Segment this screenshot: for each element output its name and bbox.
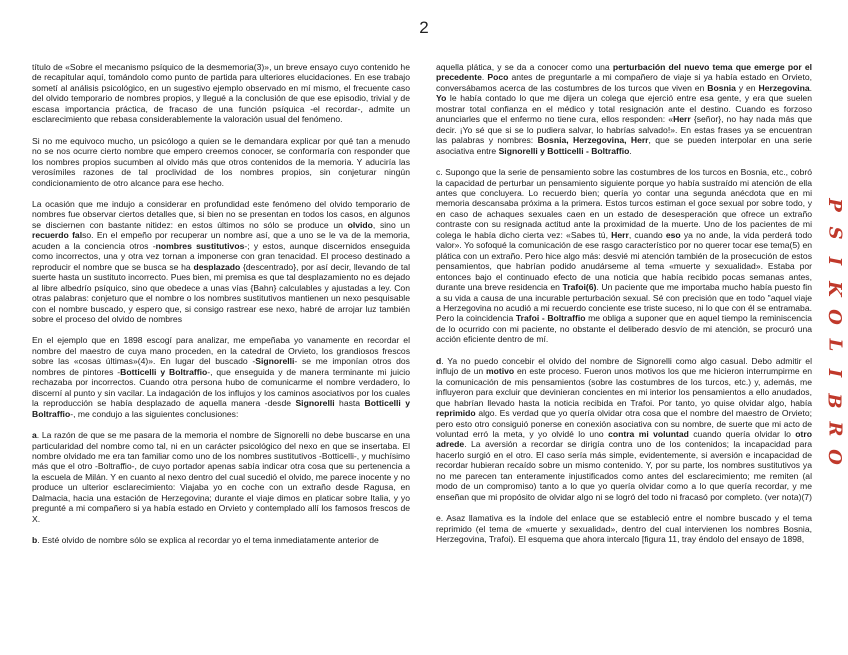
text-run: hasta [334, 398, 365, 409]
text-run: La ocasión que me indujo a considerar en profundidad este fenómeno del olvido temporario de nombres fue observar ciertos detalles que, si bien no se presentan en todos los casos, en algunos se disciernen con bastante nitidez: en estos últimos no sólo se produce un [32, 198, 410, 230]
text-run: algo. Es verdad que yo quería olvidar otra cosa que el nombre del maestro de Orvieto; pero esto otro consiguió ponerse en conexión asociativa con su nombre, de suerte que mi acto de voluntad erró la meta, y yo olvidé lo uno [436, 408, 812, 439]
logo-letter: R [824, 421, 845, 437]
text-run: título de «Sobre el mecanismo psíquico de la desmemoria(3)», un breve ensayo cuyo contenido he de recapitular aquí, tomándolo como punto de partida para ulteriores elucidaciones. En ese trabajo sometí al análisis psicológico, en un sugestivo ejemplo observado en mí mismo, el frecuente caso del olvido temporario de nombres propios, y llegué a la conclusión de que ese episodio, trivial y de escasa importancia práctica, de fracaso de una función psíquica -el recordar-, admite un esclarecimiento que rebasa considerablemente la valoración usual del fenómeno. [32, 62, 410, 125]
left-text-column [32, 62, 410, 557]
emphasized-text: Herr [673, 114, 691, 125]
logo-letter: K [824, 281, 845, 297]
emphasized-text: Bosnia [707, 82, 736, 93]
emphasized-text: Botticelli y Boltraffio [32, 398, 410, 419]
emphasized-text: a [32, 430, 37, 441]
logo-letter: S [824, 226, 845, 240]
text-run: . La razón de que se me pasara de la memoria el nombre de Signorelli no debe buscarse en una particularidad del nombre como tal, ni en un carácter psicológico del nexo en que se insertaba. El nombre olvidado me era tan familiar como uno de los nombres sustitutivos -Botticelli-, y muchísimo más que el otro -Boltraffio-, de cuyo portador apenas sabía indicar otra cosa que su pertenencia a la escuela de Milán. Y en cuanto al nexo dentro del cual sucedió el olvido, me parece inocente y no produce un ulterior esclarecimiento: Viajaba yo en coche con un extraño desde Ragusa, en Dalmacia, hacia una estación de Herzegovina; durante el viaje dimos en platicar sobre Italia, y yo pregunté a mi compañero si ya había estado en Orvieto y contemplado allí los famosos frescos de X. [32, 430, 410, 524]
text-run: -, me condujo a las siguientes conclusiones: [70, 408, 239, 419]
text-run: . [809, 82, 812, 93]
paragraph [32, 430, 410, 524]
emphasized-text: Trafoi - Boltraffio [515, 313, 586, 324]
text-run: -; y estos, aunque discernidos enseguida como incorrectos, una y otra vez tornan a imponerse con gran tenacidad. El proceso destinado a reproducir el nombre que se busca se ha [32, 240, 410, 272]
emphasized-text: olvido [347, 219, 373, 230]
logo-letter: B [824, 393, 845, 409]
logo-letter: P [823, 198, 845, 212]
emphasized-text: Herr [611, 229, 629, 240]
text-run: en este proceso. Fueron unos motivos los que me hicieron interrumpirme en la comunicación de mis pensamientos (sobre las costumbres de los turcos, etc.) y, además, me influyeron para excluir que devinieran concientes en mi interior los pensamientos a ello anudados, que habrían llevado hasta la noticia recibida en Trafoi. Por tanto, yo quise olvidar algo, había [436, 366, 813, 408]
text-run: cuando quería olvidar lo [688, 428, 796, 439]
emphasized-text: otro adrede [436, 428, 812, 450]
emphasized-text: perturbación del nuevo tema que emerge por el precedente [436, 62, 812, 83]
paragraph [436, 356, 812, 502]
emphasized-text: Signorelli [295, 398, 335, 409]
text-run: c. Supongo que la serie de pensamiento sobre las costumbres de los turcos en Bosnia, etc., cobró la capacidad de perturbar un pensamiento siguiente porque yo había sustraído mi atención de ella antes que concluyera. Lo recuerdo bien; quería yo contar una segunda anécdota que en mi memoria descansaba próxima a la primera. Estos turcos estiman el goce sexual por sobre todo, y en caso de achaques sexuales caen en un estado de desesperación que ofrece un extraño contraste con su resignada actitud ante la proximidad de la muerte. Uno de los pacientes de mi colega le había dicho cierta vez: «Sabes tú, [436, 167, 812, 240]
text-run: . [629, 145, 632, 156]
paragraph [32, 62, 410, 125]
paragraph [436, 167, 812, 345]
emphasized-text: motivo [486, 366, 515, 377]
logo-letter: L [824, 338, 845, 352]
text-run: {descentrado}, por así decir, llevando de tal suerte hasta un sustituto incorrecto. Pues bien, mi premisa es que tal desplazamiento no es dejado al libre albedrío psíquico, sino que obedece a unas vías {Bahn} calculables y ajustadas a ley. Con otras palabras: conjeturo que el nombre o los nombres sustitutivos mantienen un nexo pesquisable con el nombre buscado, y espero que, si consigo rastrear ese nexo, habré de arrojar luz también sobre el proceso del olvido de nombres [32, 261, 410, 324]
emphasized-text: recuerdo fal [32, 230, 83, 241]
paragraph [436, 513, 812, 544]
logo-letter: I [823, 256, 845, 266]
emphasized-text: eso [665, 229, 681, 240]
text-run: antes de preguntarle a mi compañero de viaje si ya había estado en Orvieto, conversábamos acerca de las costumbres de los turcos que viven en [436, 72, 812, 93]
text-run: -, que enseguida y de manera terminante mi juicio rechazaba por incorrectos. Cuando otra persona hubo de comunicarme el nombre verdadero, lo discerní al punto y sin vacilar. La indagación de los influjos y los caminos asociativos por los cuales la reproducción se había desplazado de aquella manera -desde [32, 366, 410, 409]
paragraph [32, 535, 410, 545]
text-run: , sino un [372, 219, 410, 230]
text-run: ya no ande, la vida perderá todo valor». Yo sofoqué la comunicación de ese rasgo característico por no querer tocar ese tema(5) en plática con un extraño. Pero hice algo más: desvié mi atención también de la prosecución de estos pensamientos, que habrían podido anudárseme al tema «muerte y sexualidad». Estaba por entonces bajo el continuado efecto de una noticia que había recibido pocas semanas antes, durante una breve residencia en [436, 229, 813, 293]
emphasized-text: reprimido [436, 408, 476, 419]
text-run: . [481, 72, 488, 83]
logo-letter: I [823, 368, 845, 378]
emphasized-text: desplazado [193, 261, 241, 272]
right-text-column [436, 62, 812, 555]
emphasized-text: Herzegovina [758, 82, 810, 93]
text-run: , cuando [628, 229, 666, 240]
paragraph [32, 136, 410, 188]
text-run: aquella plática, y se da a conocer como una [436, 62, 613, 72]
psikolibro-vertical-logo [823, 196, 845, 466]
text-run: y en [735, 82, 759, 93]
text-run: le había contado lo que me dijera un colega que ejerció entre esa gente, y era que suelen mostrar total confianza en el médico y total resignación ante el destino. Cuando es forzoso anunciarles que el enfermo no tiene cura, ellos responden: « [436, 93, 812, 125]
paragraph [436, 62, 812, 156]
page-number: 2 [419, 18, 429, 37]
emphasized-text: Signorelli [255, 356, 295, 367]
emphasized-text: Botticelli y Boltraffio [120, 366, 208, 377]
emphasized-text: Signorelli y Botticelli - Boltraffio [498, 145, 630, 156]
text-run: so. En el empeño por recuperar un nombre así, que a uno se le va de la memoria, acuden a la conciencia otros - [32, 230, 410, 251]
text-run: . Esté olvido de nombre sólo se explica al recordar yo el tema inmediatamente anterior de [37, 535, 379, 546]
paragraph [32, 335, 410, 419]
emphasized-text: Trafoi(6) [562, 282, 597, 293]
emphasized-text: contra mi voluntad [608, 428, 689, 439]
paragraph [32, 199, 410, 324]
text-run: . La aversión a recordar se dirigía contra uno de los contenidos; la incapacidad para hacerlo surgió en el otro. El caso sería más simple, evidentemente, si aversión e incapacidad de recordar hubieran recaído sobre un mismo contenido. Y, por su parte, los nombres sustitutivos ya no me parecen tan enteramente injustificados como antes del esclarecimiento; me remiten (al modo de un compromiso) tanto a lo que yo quería olvidar como a lo que quería recordar, y me enseñan que mi propósito de olvidar algo ni se logró del todo ni fracasó por completo. (ver nota)(7) [436, 439, 812, 502]
emphasized-text: Bosnia, Herzegovina, Herr [537, 135, 649, 146]
emphasized-text: Yo [436, 93, 447, 104]
text-run: {señor}, no hay nada más que decir. ¡Yo sé que si se lo pudiera salvar, lo habrías salvado!». En estas frases ya se encuentran las palabras y nombres: [436, 114, 813, 146]
text-run: . Ya no puedo concebir el olvido del nombre de Signorelli como algo casual. Debo admitir el influjo de un [436, 355, 812, 377]
emphasized-text: d [436, 355, 442, 366]
logo-letter: O [824, 309, 845, 325]
text-run: me obliga a suponer que en aquel tiempo la reminiscencia de lo ocurrido con mi paciente, no obstante el deliberado desvío de mi atención, se procuró una acción eficiente dentro de mí. [436, 313, 812, 345]
emphasized-text: nombres sustitutivos [155, 240, 245, 251]
text-run: e. Asaz llamativa es la índole del enlace que se estableció entre el nombre buscado y el tema reprimido (el tema de «muerte y sexualidad», dentro del cual intervienen los nombres Bosnia, Herzegovina, Trafoi). El esquema que ahora intercalo [figura 11, tray éndolo del ensayo de 1898, [436, 513, 812, 545]
emphasized-text: Poco [487, 72, 509, 83]
logo-letter: O [824, 449, 845, 465]
text-run: - se me imponían otros dos nombres de pintores - [32, 356, 410, 377]
text-run: Si no me equivoco mucho, un psicólogo a quien se le demandara explicar por qué tan a menudo no se nos ocurre cierto nombre que empero creemos conocer, se conformaría con responder que los nombres propios sucumben al olvido más que otros contenidos de la memoria. Y aduciría las verosímiles razones de tal proclividad de los nombres propios, sin conjeturar ningún condicionamiento de otro alcance para ese hecho. [32, 135, 410, 188]
text-run: En el ejemplo que en 1898 escogí para analizar, me empeñaba yo vanamente en recordar el nombre del maestro de cuya mano proceden, en la catedral de Orvieto, los grandiosos frescos sobre las «cosas últimas»(4)». En lugar del buscado - [32, 335, 410, 367]
text-run: . Un paciente que me importaba mucho había puesto fin a su vida a causa de una incurable perturbación sexual. Sé con precisión que en todo "aquel viaje a Herzegovina no acudió a mi recuerdo conciente ese triste suceso, ni lo que con él se entramaba. Pero la coincidencia [436, 282, 812, 324]
text-run: , que se pueden interpolar en una serie asociativa entre [436, 135, 812, 156]
emphasized-text: b [32, 535, 38, 546]
